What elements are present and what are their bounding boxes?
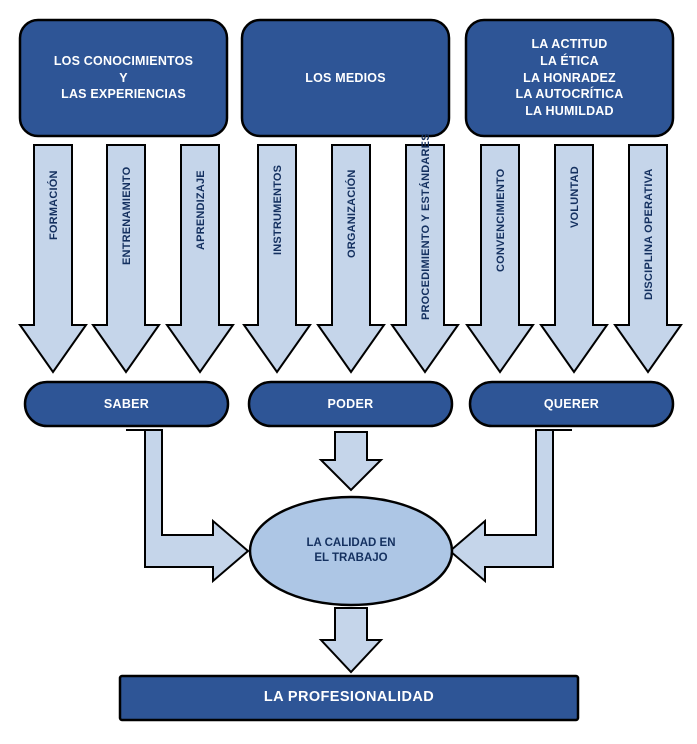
top-box-actitud bbox=[466, 20, 673, 136]
label-line: LAS EXPERIENCIAS bbox=[61, 87, 186, 102]
oval-poder bbox=[249, 382, 452, 426]
bottom-box-label: LA PROFESIONALIDAD bbox=[263, 689, 435, 706]
down-arrow-instrumentos bbox=[244, 145, 310, 372]
label-line: LOS MEDIOS bbox=[305, 70, 386, 85]
label-line: LA HUMILDAD bbox=[525, 104, 614, 119]
down-arrow-calidad-to-profesionalidad bbox=[321, 608, 381, 672]
label-line: LA ÉTICA bbox=[540, 53, 599, 68]
label-line: LA CALIDAD EN bbox=[306, 537, 396, 550]
arrow-label-formacion: FORMACIÓN bbox=[48, 170, 60, 240]
down-arrow-procedimiento bbox=[392, 145, 458, 372]
top-box-conocimientos bbox=[20, 20, 227, 136]
arrow-label-disciplina: DISCIPLINA OPERATIVA bbox=[643, 168, 655, 300]
arrow-label-organizacion: ORGANIZACIÓN bbox=[346, 169, 358, 258]
bottom-box-profesionalidad bbox=[120, 676, 578, 720]
arrow-label-aprendizaje: APRENDIZAJE bbox=[195, 170, 207, 250]
down-arrow-aprendizaje bbox=[167, 145, 233, 372]
oval-poder-label: PODER bbox=[327, 396, 374, 411]
arrow-label-procedimiento: PROCEDIMIENTO Y ESTÁNDARES bbox=[420, 133, 432, 320]
arrow-label-voluntad: VOLUNTAD bbox=[569, 166, 581, 228]
arrow-label-convencimiento: CONVENCIMIENTO bbox=[495, 168, 507, 272]
label-line: EL TRABAJO bbox=[314, 552, 388, 564]
down-arrow-disciplina bbox=[615, 145, 681, 372]
arrow-label-instrumentos: INSTRUMENTOS bbox=[272, 164, 284, 255]
down-arrow-formacion bbox=[20, 145, 86, 372]
down-arrow-voluntad bbox=[541, 145, 607, 372]
down-arrow-organizacion bbox=[318, 145, 384, 372]
down-arrow-convencimiento bbox=[467, 145, 533, 372]
label-line: Y bbox=[119, 70, 128, 85]
center-oval-calidad bbox=[250, 497, 452, 605]
label-line: LOS CONOCIMIENTOS bbox=[53, 53, 194, 68]
down-arrow-entrenamiento bbox=[93, 145, 159, 372]
elbow-arrow-left bbox=[126, 430, 248, 581]
oval-querer-label: QUERER bbox=[543, 396, 600, 411]
oval-querer bbox=[470, 382, 673, 426]
label-line: LA ACTITUD bbox=[531, 36, 608, 51]
label-line: LA HONRADEZ bbox=[523, 70, 616, 85]
elbow-arrow-right bbox=[450, 430, 572, 581]
label-line: LA AUTOCRÍTICA bbox=[515, 87, 624, 102]
down-arrow-poder-to-calidad bbox=[321, 432, 381, 490]
arrow-label-entrenamiento: ENTRENAMIENTO bbox=[121, 166, 133, 265]
oval-saber-label: SABER bbox=[103, 396, 150, 411]
oval-saber bbox=[25, 382, 228, 426]
top-box-medios bbox=[242, 20, 449, 136]
